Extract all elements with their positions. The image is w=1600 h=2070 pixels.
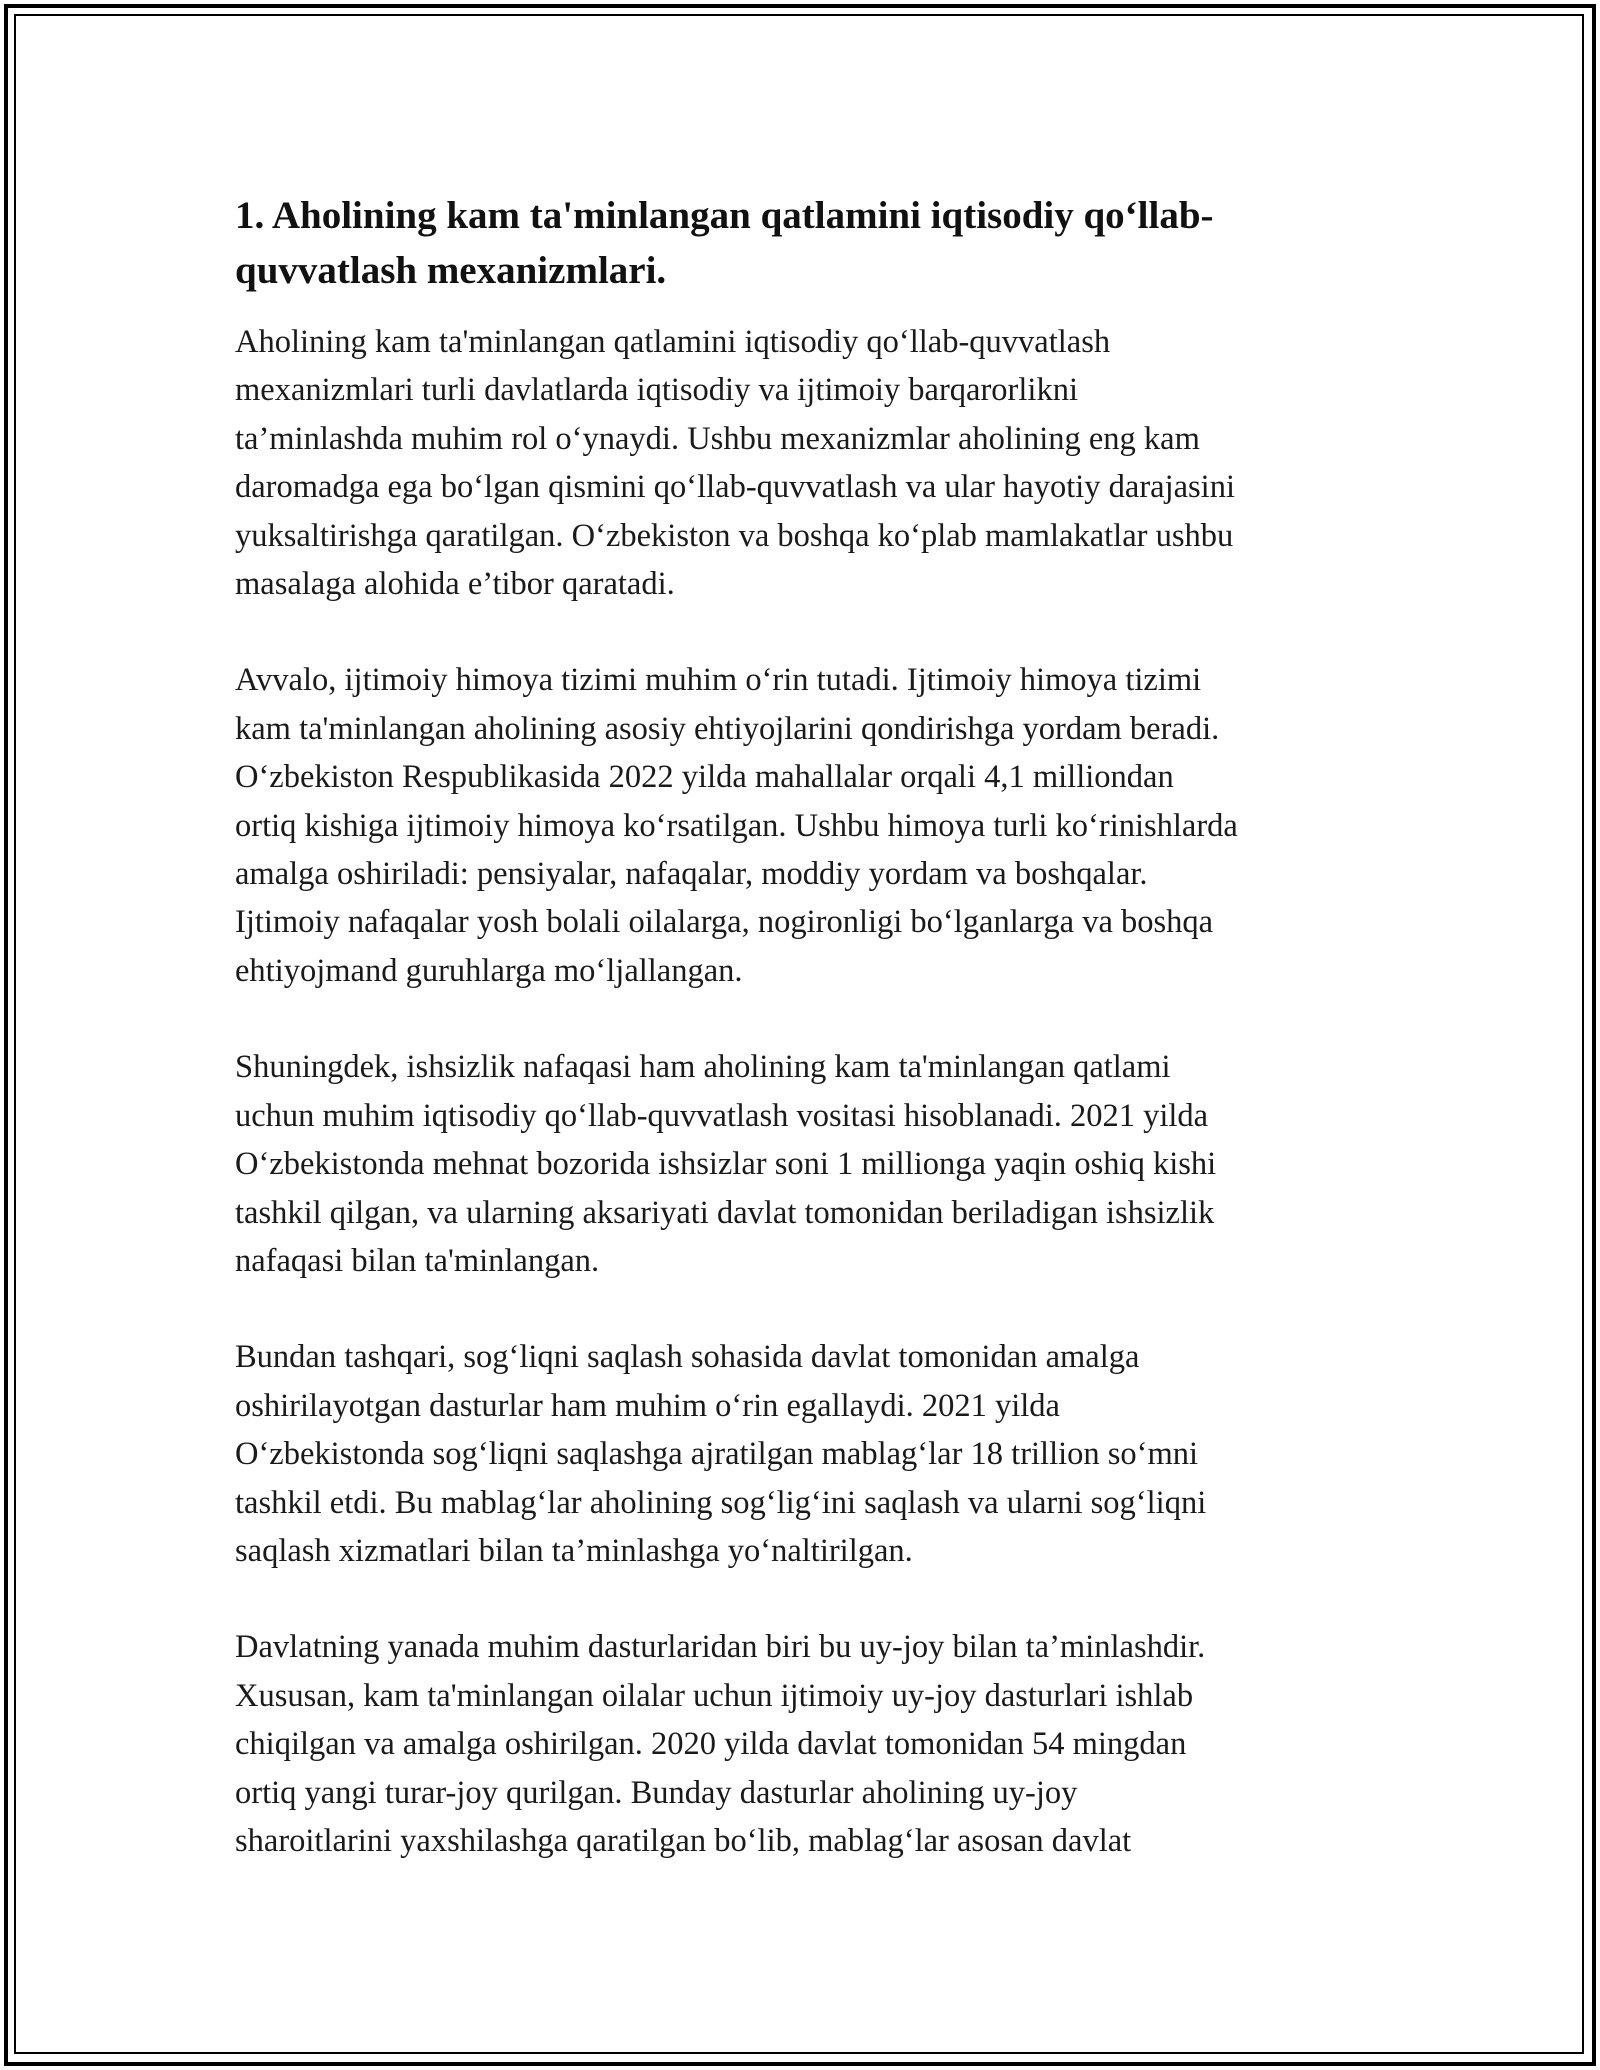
text-line: mexanizmlari turli davlatlarda iqtisodiy va ijtimoiy barqarorlikni [235, 372, 1078, 409]
section-heading [235, 188, 1380, 298]
text-line: Aholining kam ta'minlangan qatlamini iqtisodiy qo‘llab-quvvatlash [235, 324, 1111, 360]
text-line: oshirilayotgan dasturlar ham muhim o‘rin egallaydi. 2021 yilda [235, 1387, 1060, 1424]
text-line: Ijtimoiy nafaqalar yosh bolali oilalarga, nogironligi bo‘lganlarga va boshqa [235, 904, 1214, 941]
heading-line: quvvatlash mexanizmlari. [235, 249, 667, 292]
text-line: kam ta'minlangan aholining asosiy ehtiyojlarini qondirishga yordam beradi. [235, 710, 1220, 747]
paragraph-healthcare [235, 1333, 1380, 1575]
text-line: O‘zbekistonda mehnat bozorida ishsizlar soni 1 millionga yaqin oshiq kishi [235, 1146, 1217, 1183]
document-body [235, 188, 1380, 1913]
text-line: amalga oshiriladi: pensiyalar, nafaqalar, moddiy yordam va boshqalar. [235, 856, 1148, 893]
text-line: daromadga ega bo‘lgan qismini qo‘llab-quvvatlash va ular hayotiy darajasini [235, 469, 1235, 506]
text-line: uchun muhim iqtisodiy qo‘llab-quvvatlash vositasi hisoblanadi. 2021 yilda [235, 1097, 1209, 1134]
paragraph-housing [235, 1623, 1380, 1865]
text-line: Xususan, kam ta'minlangan oilalar uchun ijtimoiy uy-joy dasturlari ishlab [235, 1677, 1194, 1714]
text-line: nafaqasi bilan ta'minlangan. [235, 1242, 600, 1279]
text-line: tashkil qilgan, va ularning aksariyati davlat tomonidan beriladigan ishsizlik [235, 1194, 1215, 1231]
text-line: O‘zbekiston Respublikasida 2022 yilda mahallalar orqali 4,1 milliondan [235, 759, 1174, 796]
paragraph-social-protection [235, 656, 1380, 995]
text-line: Davlatning yanada muhim dasturlaridan biri bu uy-joy bilan ta’minlashdir. [235, 1629, 1206, 1666]
text-line: yuksaltirishga qaratilgan. O‘zbekiston va boshqa ko‘plab mamlakatlar ushbu [235, 517, 1234, 554]
text-line: sharoitlarini yaxshilashga qaratilgan bo‘lib, mablag‘lar asosan davlat [235, 1822, 1132, 1859]
text-line: chiqilgan va amalga oshirilgan. 2020 yilda davlat tomonidan 54 mingdan [235, 1726, 1187, 1763]
text-line: O‘zbekistonda sog‘liqni saqlashga ajratilgan mablag‘lar 18 trillion so‘mni [235, 1436, 1199, 1473]
text-line: ehtiyojmand guruhlarga mo‘ljallangan. [235, 952, 743, 989]
text-line: tashkil etdi. Bu mablag‘lar aholining sog‘lig‘ini saqlash va ularni sog‘liqni [235, 1484, 1207, 1521]
text-line: Bundan tashqari, sog‘liqni saqlash sohasida davlat tomonidan amalga [235, 1339, 1140, 1376]
text-line: Shuningdek, ishsizlik nafaqasi ham aholining kam ta'minlangan qatlami [235, 1049, 1171, 1086]
heading-line: 1. Aholining kam ta'minlangan qatlamini iqtisodiy qo‘llab- [235, 194, 1214, 237]
text-line: masalaga alohida e’tibor qaratadi. [235, 566, 675, 603]
text-line: ortiq yangi turar-joy qurilgan. Bunday dasturlar aholining uy-joy [235, 1774, 1078, 1811]
text-line: saqlash xizmatlari bilan ta’minlashga yo‘naltirilgan. [235, 1532, 913, 1569]
text-line: ta’minlashda muhim rol o‘ynaydi. Ushbu mexanizmlar aholining eng kam [235, 420, 1200, 457]
paragraph-unemployment [235, 1043, 1380, 1285]
text-line: Avvalo, ijtimoiy himoya tizimi muhim o‘rin tutadi. Ijtimoiy himoya tizimi [235, 662, 1202, 699]
text-line: ortiq kishiga ijtimoiy himoya ko‘rsatilgan. Ushbu himoya turli ko‘rinishlarda [235, 807, 1238, 844]
paragraph-intro [235, 318, 1380, 608]
